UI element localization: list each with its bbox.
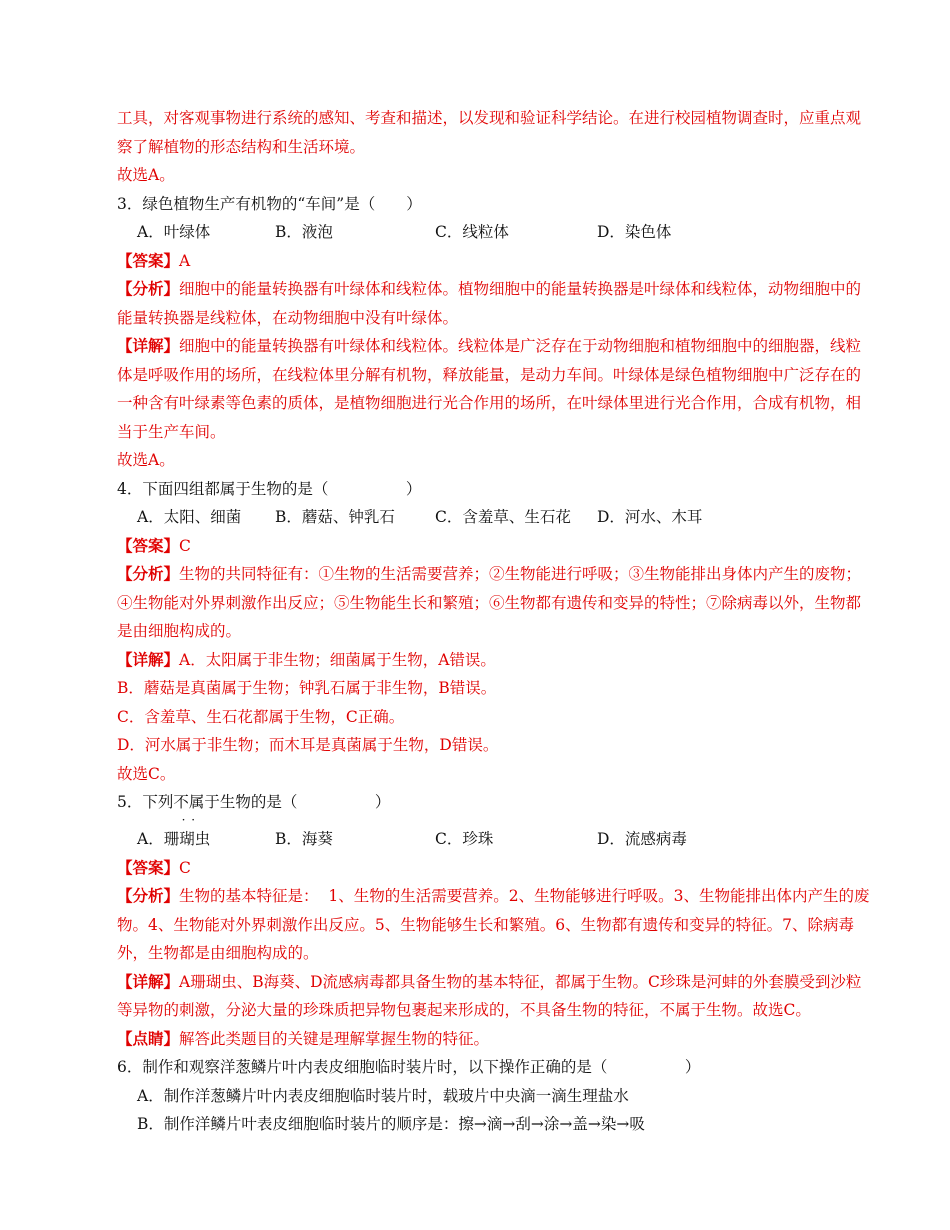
intro-conclusion: 故选A。 [117,166,175,184]
q4-option-d: D．河水、木耳 [597,508,703,526]
q5-stem-prefix: 5．下列 [117,793,174,811]
q4-options [117,503,877,532]
q5-option-c: C．珍珠 [435,830,494,848]
q3-detail-text-1: 细胞中的能量转换器有叶绿体和线粒体。线粒体是广泛存在于动物细胞和植物细胞中的细胞器，线粒 [179,337,862,355]
q3-detail-line-1 [117,332,877,361]
q5-detail-tag: 【详解】 [117,971,180,991]
q5-analysis-line-1 [117,882,877,911]
q5-detail-text-1: A珊瑚虫、B海葵、D流感病毒都具备生物的基本特征，都属于生物。C珍珠是河蚌的外套膜受到沙粒 [179,972,862,991]
q4-analysis-line-1 [117,560,877,589]
q4-answer [117,532,877,561]
q5-answer-tag: 【答案】 [117,857,180,877]
q3-analysis-line-1 [117,275,877,304]
q5-analysis-text-1: 生物的基本特征是： 1、生物的生活需要营养。2、生物能够进行呼吸。3、生物能排出体内产生的废 [179,887,870,905]
q4-analysis-line-3: 是由细胞构成的。 [117,622,242,640]
q5-option-a: A．珊瑚虫 [137,830,211,848]
q6-option-a: A．制作洋葱鳞片叶内表皮细胞临时装片时，载玻片中央滴一滴生理盐水 [137,1086,629,1105]
q3-detail-line-2: 体是呼吸作用的场所，在线粒体里分解有机物，释放能量，是动力车间。叶绿体是绿色植物细胞中广泛存在的 [117,365,862,384]
q5-detail-line-2: 等异物的刺激，分泌大量的珍珠质把异物包裹起来形成的，不具备生物的特征，不属于生物。故选C。 [117,1001,811,1019]
q4-analysis-text-1: 生物的共同特征有：①生物的生活需要营养；②生物能进行呼吸；③生物能排出身体内产生的废物； [179,565,862,583]
q4-detail-text-1: A．太阳属于非生物；细菌属于生物，A错误。 [179,650,496,669]
q5-analysis-line-2: 物。4、生物能对外界刺激作出反应。5、生物能够生长和繁殖。6、生物都有遗传和变异的特征。7、除病毒 [117,915,854,934]
q5-answer-value: C [179,858,191,877]
intro-line-1: 工具，对客观事物进行系统的感知、考查和描述，以发现和验证科学结论。在进行校园植物调查时，应重点观 [117,109,862,127]
q6-stem: 6．制作和观察洋葱鳞片叶内表皮细胞临时装片时，以下操作正确的是（ ） [117,1058,701,1076]
q5-tip [117,1025,877,1054]
q3-analysis-text-1: 细胞中的能量转换器有叶绿体和线粒体。植物细胞中的能量转换器是叶绿体和线粒体，动物细胞中的 [179,280,862,298]
q4-analysis-line-2: ④生物能对外界刺激作出反应；⑤生物能生长和繁殖；⑥生物都有遗传和变异的特性；⑦除病毒以外，生物都 [117,593,862,612]
q6-option-b: B．制作洋鳞片叶表皮细胞临时装片的顺序是：擦→滴→刮→涂→盖→染→吸 [137,1115,645,1133]
q5-answer [117,854,877,883]
q3-option-c: C．线粒体 [435,223,509,241]
q3-answer [117,247,877,276]
q3-detail-line-3: 一种含有叶绿素等色素的质体，是植物细胞进行光合作用的场所，在叶绿体里进行光合作用，合成有机物，相 [117,394,862,412]
q5-option-b: B．海葵 [275,830,333,848]
q4-answer-tag: 【答案】 [117,535,180,555]
q4-detail-line-2: B．蘑菇是真菌属于生物；钟乳石属于非生物，B错误。 [117,679,497,697]
q3-option-b: B．液泡 [275,223,333,241]
q3-detail-line-4: 当于生产车间。 [117,422,226,441]
q5-analysis-line-3: 外，生物都是由细胞构成的。 [117,944,319,962]
q5-stem [117,788,877,825]
q3-stem: 3．绿色植物生产有机物的“车间”是（ ） [117,194,422,213]
q4-option-c: C．含羞草、生石花 [435,508,571,526]
q5-stem-suffix: 于生物的是（ ） [204,793,391,811]
q3-options [117,218,877,247]
q3-analysis-tag: 【分析】 [117,279,180,298]
q4-option-b: B．蘑菇、钟乳石 [275,508,395,526]
q3-detail-tag: 【详解】 [117,336,180,355]
document-page [117,104,877,1139]
q3-answer-value: A [179,251,191,270]
q3-conclusion: 故选A。 [117,451,175,469]
q4-option-a: A．太阳、细菌 [137,508,242,526]
q5-options [117,825,877,854]
q5-tip-text: 解答此类题目的关键是理解掌握生物的特征。 [179,1029,490,1048]
q3-answer-tag: 【答案】 [117,250,180,270]
q5-stem-emphasis: 不属 · · [173,788,204,817]
q4-analysis-tag: 【分析】 [117,564,180,583]
q4-detail-line-3: C．含羞草、生石花都属于生物，C正确。 [117,707,405,726]
q4-detail-line-4: D．河水属于非生物；而木耳是真菌属于生物，D错误。 [117,736,499,754]
q5-option-d: D．流感病毒 [597,830,687,848]
q3-option-a: A．叶绿体 [137,223,211,241]
q3-analysis-line-2: 能量转换器是线粒体，在动物细胞中没有叶绿体。 [117,308,459,327]
q3-option-d: D．染色体 [597,223,672,241]
q4-detail-tag: 【详解】 [117,649,180,669]
q5-tip-tag: 【点睛】 [117,1028,180,1048]
q4-detail-line-1 [117,646,877,675]
q4-answer-value: C [179,536,191,555]
q4-stem: 4．下面四组都属于生物的是（ ） [117,479,422,498]
q5-analysis-tag: 【分析】 [117,886,180,905]
q4-conclusion: 故选C。 [117,764,176,783]
intro-line-2: 察了解植物的形态结构和生活环境。 [117,137,366,156]
q5-detail-line-1 [117,968,877,997]
